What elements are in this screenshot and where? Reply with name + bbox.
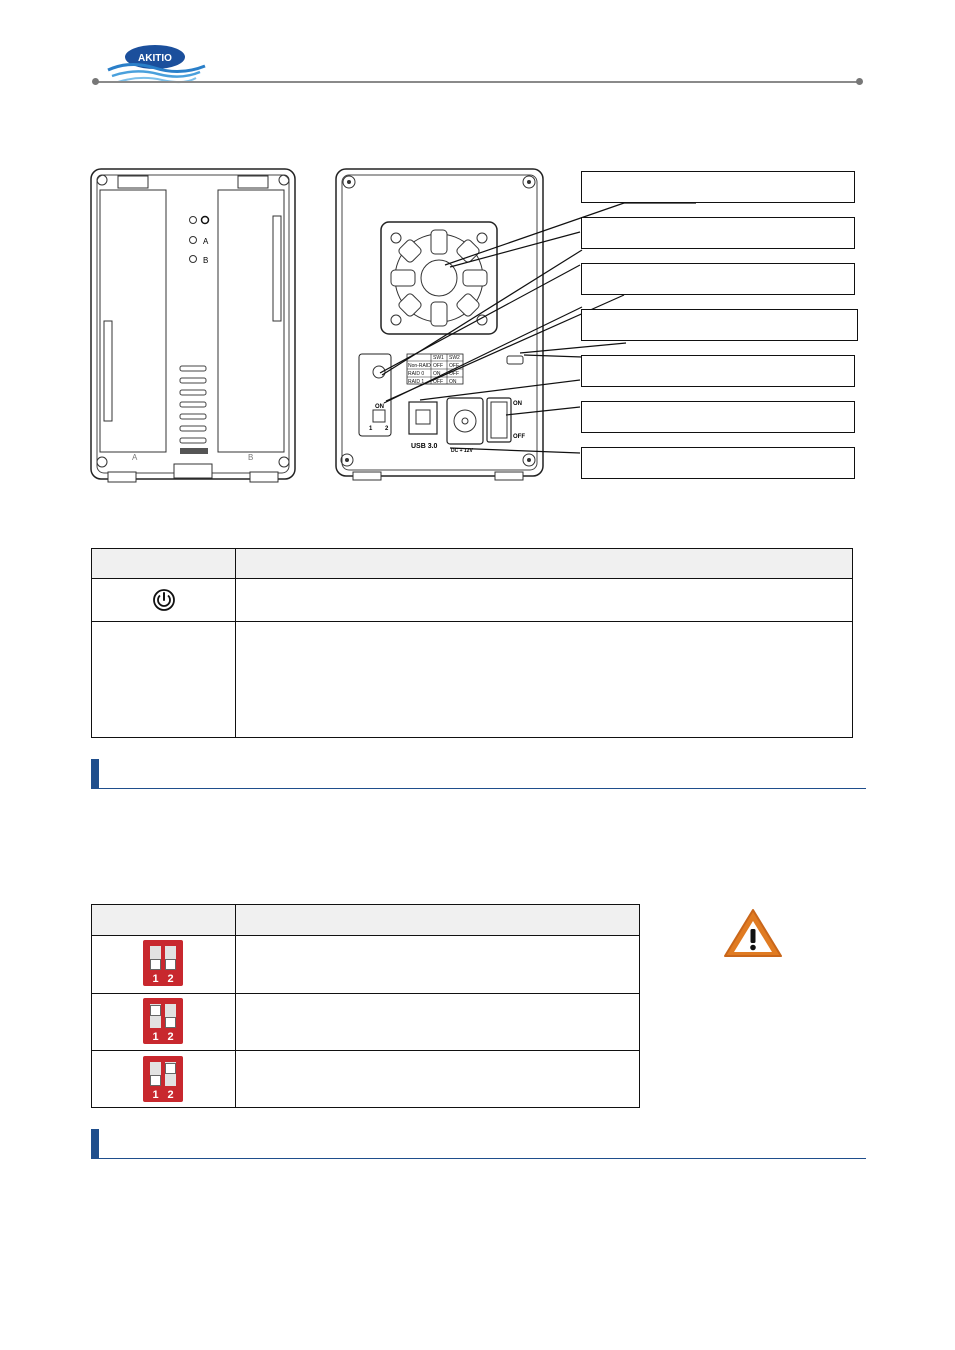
mode-row1-sw2: OFF (449, 363, 459, 369)
usb-label: USB 3.0 (411, 443, 438, 450)
svg-text:AKITIO: AKITIO (138, 53, 172, 64)
power-icon (152, 588, 176, 612)
mode-row2-sw1: ON (433, 371, 441, 377)
dip-knob-1 (150, 1005, 161, 1016)
dip-num-1: 1 (152, 1031, 159, 1043)
mode-row2-name: RAID 0 (408, 371, 425, 377)
mode-row3-sw2: ON (449, 379, 457, 385)
warning-icon (722, 907, 784, 959)
mode-row2-sw2: OFF (449, 371, 459, 377)
rear-dip-num-1: 1 (369, 426, 373, 432)
led-power-cell (92, 579, 236, 622)
switch-on-label: ON (513, 401, 522, 407)
dip-table-header-col1 (92, 905, 236, 936)
led-ab-label (92, 622, 236, 738)
callout-box-3 (581, 263, 855, 295)
rear-dip-num-2: 2 (385, 426, 389, 432)
mode-row3-name: RAID 1 (408, 379, 425, 385)
section2-rule (91, 1158, 866, 1159)
section2-marker (91, 1129, 99, 1159)
mode-row3-sw1: OFF (433, 379, 443, 385)
section1-rule (91, 788, 866, 789)
dip-knob-2 (165, 959, 176, 970)
dip-switch-icon-row3 (143, 1056, 183, 1102)
section1-marker (91, 759, 99, 789)
header-rule-dot-right (856, 78, 863, 85)
bay-label-a: A (132, 453, 138, 462)
dc-label: DC + 12V (451, 448, 473, 454)
led-power-description (236, 579, 853, 622)
callout-box-7 (581, 447, 855, 479)
dip-table-header-col2 (236, 905, 640, 936)
callout-box-2 (581, 217, 855, 249)
dip-switch-icon-row1 (143, 940, 183, 986)
led-label-b: B (203, 256, 209, 265)
callout-box-5 (581, 355, 855, 387)
rear-dip-on-label: ON (375, 404, 384, 410)
switch-off-label: OFF (513, 434, 525, 440)
led-table (91, 548, 853, 738)
mode-row1-name: Non-RAID (408, 363, 431, 369)
dip-knob-2 (165, 1063, 176, 1074)
header-rule-dot-left (92, 78, 99, 85)
callout-box-4 (581, 309, 858, 341)
dip-num-1: 1 (152, 973, 159, 985)
dip-knob-1 (150, 959, 161, 970)
dip-switch-icon-row2 (143, 998, 183, 1044)
dip-table-header (92, 905, 640, 936)
table-row (92, 579, 853, 622)
bay-label-b: B (248, 453, 254, 462)
table-row (92, 622, 853, 738)
header-rule (95, 81, 861, 83)
led-ab-description (236, 622, 853, 738)
dip-num-2: 2 (167, 1031, 174, 1043)
led-table-header (92, 549, 853, 579)
dip-num-2: 2 (167, 1089, 174, 1101)
dip-knob-2 (165, 1017, 176, 1028)
mode-row1-sw1: OFF (433, 363, 443, 369)
led-label-a: A (203, 237, 209, 246)
dip-num-2: 2 (167, 973, 174, 985)
dip-row1-description (236, 936, 640, 994)
dip-row3-description (236, 1051, 640, 1108)
led-table-header-col2 (236, 549, 853, 579)
led-table-header-col1 (92, 549, 236, 579)
callout-box-6 (581, 401, 855, 433)
front-view-diagram (88, 166, 300, 484)
dip-num-1: 1 (152, 1089, 159, 1101)
callout-box-1 (581, 171, 855, 203)
mode-header-sw1: SW1 (433, 355, 444, 361)
dip-row2-description (236, 994, 640, 1051)
dip-knob-1 (150, 1075, 161, 1086)
mode-header-sw2: SW2 (449, 355, 460, 361)
